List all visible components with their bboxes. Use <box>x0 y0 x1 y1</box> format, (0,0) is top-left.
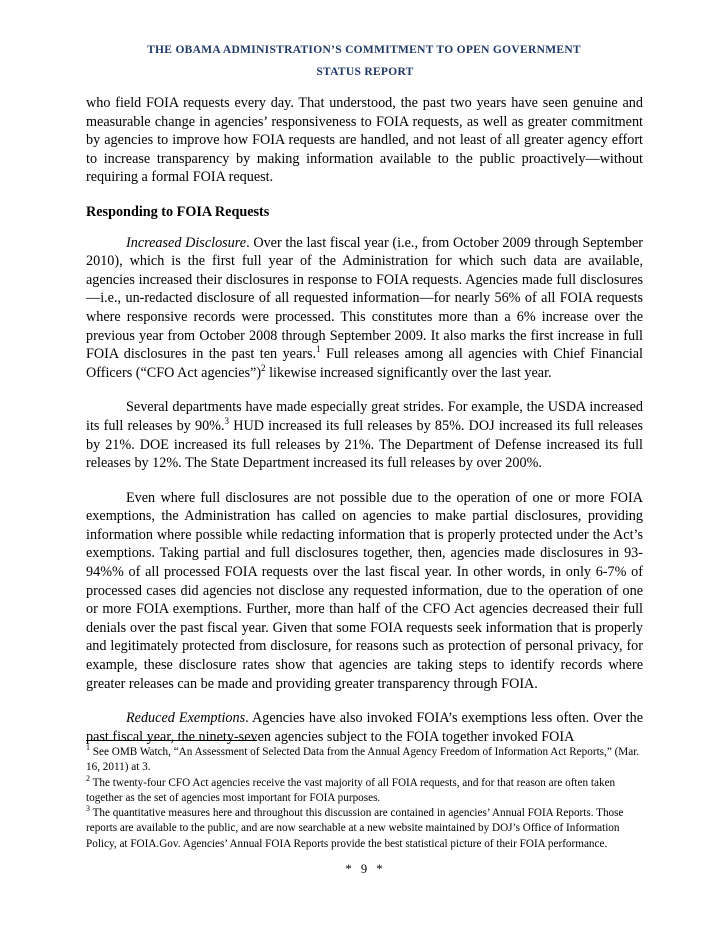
paragraph-lead: Increased Disclosure <box>126 234 247 251</box>
paragraph-text: Several departments have made especially great strides. For example, the USDA increased its full releases by 90%. <box>86 399 643 434</box>
footnote-2 <box>86 773 643 807</box>
footnote-text: See OMB Watch, “An Assessment of Selected Data from the Annual Agency Freedom of Information Act Reports,” (Mar. 16, 2011) at 3. <box>86 746 640 774</box>
paragraph-increased-disclosure <box>86 234 643 383</box>
footnote-text: The quantitative measures here and throughout this discussion are contained in agencies’ Annual FOIA Reports. Those reports are available to the public, and are now searchable at a new website maintained by DOJ’s Office of Information Policy, at FOIA.Gov. Agencies’ Annual FOIA Reports provide the best statistical picture of their FOIA performance. <box>86 807 624 850</box>
page-header <box>0 39 728 83</box>
document-title: THE OBAMA ADMINISTRATION’S COMMITMENT TO OPEN GOVERNMENT <box>147 44 581 56</box>
footnote-divider <box>86 740 257 741</box>
footnote-ref-3[interactable]: 3 <box>224 415 230 426</box>
paragraph-partial-disclosures: Even where full disclosures are not possible due to the operation of one or more FOIA exemptions, the Administration has called on agencies to make partial disclosures, providing information where possible while redacting information that is properly protected under the Act’s exemptions. Taking partial and full disclosures together, then, agencies made disclosures in 93-94%% of all processed FOIA requests over the last fiscal year. In other words, in only 6-7% of processed cases did agencies not disclose any requested information, due to the operation of one or more FOIA exemptions. Further, more than half of the CFO Act agencies decreased their full denials over the past fiscal year. Given that some FOIA requests seek information that is properly and legitimately protected from disclosure, for reasons such as protection of personal privacy, for example, these disclosure rates show that agencies are taking steps to identify records where greater releases can be made and providing greater transparency through FOIA. <box>86 489 643 692</box>
paragraph-text: HUD increased its full releases by 85%. DOJ increased its full releases by 21%. DOE increased its full releases by 21%. The Department of Defense increased its full releases by 12%. The State Department increased its full releases by over 200%. <box>86 417 643 472</box>
footnote-ref-2[interactable]: 2 <box>261 362 266 373</box>
footnote-text: The twenty-four CFO Act agencies receive the vast majority of all FOIA requests, and for that reason are often taken together as the set of agencies most important for FOIA purposes. <box>86 776 616 804</box>
footnote-ref-1[interactable]: 1 <box>316 344 321 355</box>
page-number: * 9 * <box>345 862 383 876</box>
footnote-1 <box>86 745 643 776</box>
section-heading: Responding to FOIA Requests <box>86 203 270 220</box>
paragraph-text: Full releases among all agencies with Chief Financial Officers (“CFO Act agencies”) <box>86 346 644 381</box>
footnote-number: 3 <box>86 804 90 814</box>
paragraph-departments <box>86 398 643 472</box>
paragraph-lead: Reduced Exemptions <box>126 710 246 727</box>
document-subtitle: STATUS REPORT <box>316 66 414 78</box>
body-text <box>86 94 643 762</box>
footnote-3 <box>86 806 643 852</box>
footnotes <box>86 745 643 852</box>
footnote-number: 2 <box>86 773 90 783</box>
paragraph-text: likewise increased significantly over the last year. <box>265 364 552 381</box>
paragraph-text: . Over the last fiscal year (i.e., from October 2009 through September 2010), which is the first full year of the Administration for which such data are available, agencies increased their disclosures in response to FOIA requests. Agencies made full disclosures—i.e., un-redacted disclosure of all requested information—for nearly 56% of all FOIA requests where responsive records were processed. This constitutes more than a 6% increase over the previous year from October 2008 through September 2009. It also marks the first increase in full FOIA disclosures in the past ten years. <box>86 234 643 363</box>
paragraph-text: . Agencies have also invoked FOIA’s exemptions less often. Over the past fiscal year, the ninety-seven agencies subject to the FOIA together invoked FOIA <box>86 710 643 745</box>
intro-paragraph: who field FOIA requests every day. That understood, the past two years have seen genuine and measurable change in agencies’ responsiveness to FOIA requests, as well as greater commitment by agencies to improve how FOIA requests are handled, and not least of all greater agency effort to increase transparency by making information available to the public proactively—without requiring a formal FOIA request. <box>86 95 643 186</box>
footnote-number: 1 <box>86 743 90 752</box>
